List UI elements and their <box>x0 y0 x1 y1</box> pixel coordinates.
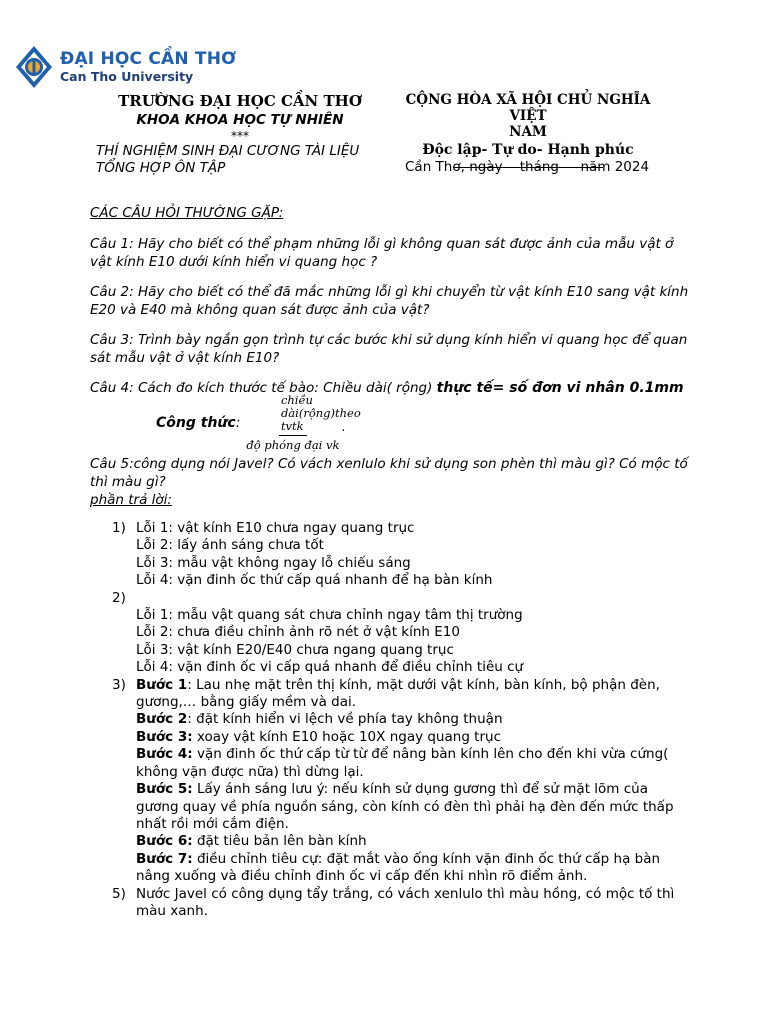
question-3: Câu 3: Trình bày ngắn gọn trình tự các bước khi sử dụng kính hiển vi quang học để quan sát mẫu vật ở vật kính E10? <box>90 332 688 366</box>
stars-divider: *** <box>231 129 249 143</box>
republic-line1: CỘNG HÒA XÃ HỘI CHỦ NGHĨA VIỆT <box>405 92 651 124</box>
step-label: Bước 3: <box>136 728 193 745</box>
step-4 <box>136 746 682 781</box>
header-left <box>90 92 390 142</box>
step-7 <box>136 851 682 886</box>
step-text: đặt tiêu bản lên bàn kính <box>192 833 367 850</box>
faculty-name: KHOA KHOA HỌC TỰ NHIÊN <box>136 112 344 128</box>
answer-2 <box>112 590 682 677</box>
question-5: Câu 5:công dụng nói Javel? Có vách xenlulo khi sử dụng son phèn thì màu gì? Có mộc tố thì màu gì? <box>90 456 688 490</box>
step-3 <box>136 729 682 746</box>
school-name: TRƯỜNG ĐẠI HỌC CẦN THƠ <box>118 92 362 110</box>
question-4-bold-text: thực tế= số đơn vi nhân 0.1mm <box>436 380 684 396</box>
question-2: Câu 2: Hãy cho biết có thể đã mắc những lỗi gì khi chuyển từ vật kính E10 sang vật kính E20 và E40 mà không quan sát được ảnh của vật? <box>90 284 689 318</box>
step-text: điều chỉnh tiêu cự: đặt mắt vào ống kính vặn đinh ốc thứ cấp hạ bàn nâng xuống và điều chỉnh đinh ốc vi cấp đến khi nhìn rõ điểm ảnh. <box>136 850 661 885</box>
step-6 <box>136 833 682 850</box>
answer-number: 2) <box>112 589 126 606</box>
question-4-text: Câu 4: Cách đo kích thước tế bào: Chiều dài( rộng) <box>90 380 437 396</box>
question-4 <box>90 379 690 397</box>
formula-fraction <box>246 393 361 452</box>
answer-line: Lỗi 1: vật kính E10 chưa ngay quang trục <box>136 520 415 536</box>
place-date: Cần Thơ, ngày tháng năm 2024 <box>405 159 650 175</box>
step-text: : đặt kính hiển vi lệch về phía tay không thuận <box>187 711 503 728</box>
step-1 <box>136 677 682 712</box>
step-label: Bước 6: <box>136 833 193 850</box>
national-motto: Độc lập- Tự do- Hạnh phúc <box>422 142 634 158</box>
document-title <box>96 143 386 177</box>
university-emblem-icon <box>14 44 54 90</box>
formula-colon: : <box>235 415 241 431</box>
step-text: : Lau nhẹ mặt trên thị kính, mặt dưới vật kính, bàn kính, bộ phận đèn, gương,… bằng giấy mềm và dai. <box>136 676 660 711</box>
answer-blank-line <box>136 590 682 607</box>
question-1: Câu 1: Hãy cho biết có thể phạm những lỗi gì không quan sát được ảnh của mẫu vật ở vật kính E10 dưới kính hiển vi quang học ? <box>90 236 674 270</box>
step-label: Bước 4: <box>136 746 193 763</box>
step-text: xoay vật kính E10 hoặc 10X ngay quang trục <box>192 728 502 745</box>
university-name-en: Can Tho University <box>60 68 194 84</box>
document-title-line2: TỔNG HỢP ÔN TẬP <box>96 160 226 176</box>
step-label: Bước 1 <box>136 676 188 693</box>
answer-line: Lỗi 3: mẫu vật không ngay lỗ chiếu sáng <box>136 554 411 571</box>
step-label: Bước 5: <box>136 781 193 798</box>
answer-line: Lỗi 4: vặn đinh ốc vi cấp quá nhanh để điều chỉnh tiêu cự <box>136 659 524 676</box>
answers-heading: phần trả lời: <box>90 492 172 508</box>
formula-period: . <box>341 420 346 434</box>
questions-heading: CÁC CÂU HỎI THƯỜNG GẶP: <box>90 205 284 221</box>
answer-number: 3) <box>112 676 126 693</box>
answer-line: Lỗi 2: chưa điều chỉnh ảnh rõ nét ở vật kính E10 <box>136 624 460 641</box>
header-right <box>388 92 668 168</box>
formula-numerator: chiều dài(rộng)theo tvtk <box>279 394 307 436</box>
answer-line: Lỗi 1: mẫu vật quang sát chưa chỉnh ngay tâm thị trường <box>136 607 523 624</box>
answer-line: Lỗi 4: vặn đinh ốc thứ cấp quá nhanh để hạ bàn kính <box>136 572 493 589</box>
answer-number: 5) <box>112 885 126 902</box>
answer-line: Nước Javel có công dụng tẩy trắng, có vách xenlulo thì màu hồng, có mộc tố thì màu xanh. <box>136 885 675 919</box>
step-text: vặn đinh ốc thứ cấp từ từ để nâng bàn kính lên cho đến khi vừa cứng( không vặn được nữa) thì dừng lại. <box>136 746 669 780</box>
step-label: Bước 7: <box>136 850 193 867</box>
republic-line2: NAM <box>509 124 547 140</box>
step-5 <box>136 781 682 833</box>
answer-1 <box>112 520 682 590</box>
university-name-vn: ĐẠI HỌC CẦN THƠ <box>60 48 237 69</box>
answers-list <box>112 520 682 920</box>
answer-line: Lỗi 2: lấy ánh sáng chưa tốt <box>136 537 324 554</box>
answer-3 <box>112 677 682 886</box>
answer-5 <box>112 886 682 921</box>
university-logo <box>14 44 236 90</box>
step-label: Bước 2 <box>136 711 188 728</box>
answer-number: 1) <box>112 520 126 536</box>
step-text: Lấy ánh sáng lưu ý: nếu kính sử dụng gương thì để sử mặt lõm của gương quay về phía nguồn sáng, còn kính có đèn thì phải hạ đèn đến mức thấp nhất rồi mới cắm điện. <box>136 781 674 832</box>
document-title-line1: THÍ NGHIỆM SINH ĐẠI CƯƠNG TÀI LIỆU <box>96 143 360 159</box>
formula-denominator: độ phóng đại vk <box>246 438 340 452</box>
questions-section <box>90 204 690 509</box>
formula <box>156 393 690 452</box>
formula-label: Công thức <box>156 415 236 431</box>
answer-line: Lỗi 3: vật kính E20/E40 chưa ngang quang trục <box>136 641 454 658</box>
step-2 <box>136 711 682 728</box>
